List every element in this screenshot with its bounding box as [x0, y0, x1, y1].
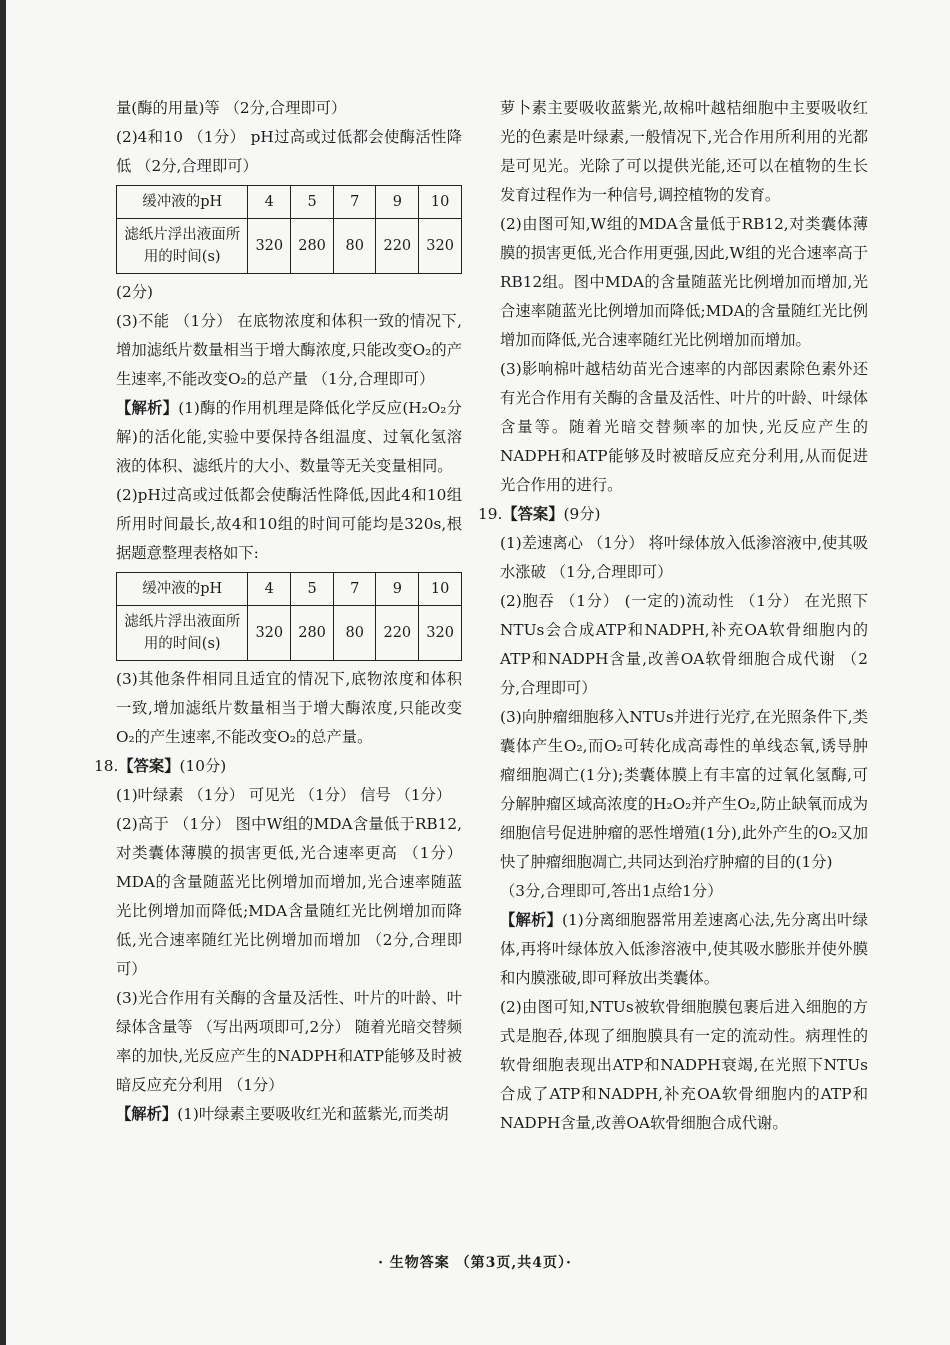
- table-cell: 7: [333, 573, 375, 606]
- analysis-body: (1)酶的作用机理是降低化学反应(H₂O₂分解)的活化能,实验中要保持各组温度、过氧化氢溶液的体积、滤纸片的大小、数量等无关变量相同。: [116, 399, 462, 475]
- analysis-body: (1)叶绿素主要吸收红光和蓝紫光,而类胡: [177, 1105, 449, 1123]
- analysis-text: [116, 1100, 462, 1129]
- analysis-text: (3)其他条件相同且适宜的情况下,底物浓度和体积一致,增加滤纸片数量相当于增大酶浓度,只能改变O₂的产生速率,不能改变O₂的总产量。: [116, 670, 462, 746]
- analysis-tag: 【解析】: [500, 911, 563, 929]
- answer-text: (2)高于 （1分） 图中W组的MDA含量低于RB12,对类囊体薄膜的损害更低,光合速率更高 （1分） MDA的含量随蓝光比例增加而增加,光合速率随蓝光比例增加而降低;MDA含量随红光比例增加而降低,光合速率随红光比例增加而增加 （2分,合理即可）: [116, 815, 462, 978]
- table-cell: 320: [419, 606, 462, 661]
- answer-text: (1)差速离心 （1分） 将叶绿体放入低渗溶液中,使其吸水涨破 （1分,合理即可）: [500, 534, 868, 581]
- analysis-text: [500, 906, 868, 993]
- answer-text: (2分): [116, 283, 153, 301]
- table-row: [117, 186, 462, 219]
- table-header: 缓冲液的pH: [117, 186, 248, 219]
- answer-tag: 【答案】: [118, 757, 180, 775]
- table-cell: 9: [376, 573, 419, 606]
- answer-text: (1)叶绿素 （1分） 可见光 （1分） 信号 （1分）: [116, 786, 452, 804]
- table-cell: 320: [248, 219, 291, 274]
- ph-table-2: [116, 572, 462, 661]
- page-edge: [0, 0, 6, 1345]
- question-18-header: [94, 752, 462, 781]
- table-header: 滤纸片浮出液面所用的时间(s): [117, 219, 248, 274]
- analysis-tag: 【解析】: [116, 1105, 178, 1123]
- table-cell: 320: [248, 606, 291, 661]
- table-cell: 5: [291, 186, 334, 219]
- question-number: 18.: [94, 757, 119, 775]
- table-cell: 10: [419, 573, 462, 606]
- answer-text: (3)不能 （1分） 在底物浓度和体积一致的情况下,增加滤纸片数量相当于增大酶浓度,只能改变O₂的产生速率,不能改变O₂的总产量 （1分,合理即可）: [116, 312, 462, 388]
- table-cell: 320: [419, 219, 462, 274]
- right-column: [478, 94, 868, 1138]
- answer-text: (3)向肿瘤细胞移入NTUs并进行光疗,在光照条件下,类囊体产生O₂,而O₂可转化成高毒性的单线态氧,诱导肿瘤细胞凋亡(1分);类囊体膜上有丰富的过氧化氢酶,可分解肿瘤区域高浓度的H₂O₂并产生O₂,防止缺氧而成为细胞信号促进肿瘤的恶性增殖(1分),此外产生的O₂又加快了肿瘤细胞凋亡,共同达到治疗肿瘤的目的(1分): [500, 708, 868, 871]
- question-19-header: [478, 500, 868, 529]
- answer-text: (3)光合作用有关酶的含量及活性、叶片的叶龄、叶绿体含量等 （写出两项即可,2分） 随着光暗交替频率的加快,光反应产生的NADPH和ATP能够及时被暗反应充分利用 （1分）: [116, 989, 462, 1094]
- table-header: 滤纸片浮出液面所用的时间(s): [117, 606, 248, 661]
- analysis-text: [116, 394, 462, 481]
- question-score: (10分): [179, 757, 227, 775]
- table-cell: 9: [376, 186, 419, 219]
- table-cell: 80: [333, 219, 375, 274]
- left-column: [94, 94, 462, 1129]
- table-cell: 10: [419, 186, 462, 219]
- table-header: 缓冲液的pH: [117, 573, 248, 606]
- table-row: [117, 219, 462, 274]
- analysis-body: (1)分离细胞器常用差速离心法,先分离出叶绿体,再将叶绿体放入低渗溶液中,使其吸水膨胀并使外膜和内膜涨破,即可释放出类囊体。: [500, 911, 868, 987]
- answer-text: (2)胞吞 （1分） (一定的)流动性 （1分） 在光照下NTUs会合成ATP和NADPH,补充OA软骨细胞内的ATP和NADPH含量,改善OA软骨细胞合成代谢 （2分,合理即可）: [500, 592, 868, 697]
- table-cell: 4: [248, 573, 291, 606]
- question-number: 19.: [478, 505, 503, 523]
- table-cell: 5: [291, 573, 334, 606]
- table-cell: 7: [333, 186, 375, 219]
- analysis-text: (2)由图可知,NTUs被软骨细胞膜包裹后进入细胞的方式是胞吞,体现了细胞膜具有一定的流动性。病理性的软骨细胞表现出ATP和NADPH衰竭,在光照下NTUs合成了ATP和NADPH,补充OA软骨细胞内的ATP和NADPH含量,改善OA软骨细胞合成代谢。: [500, 998, 868, 1132]
- table-cell: 80: [333, 606, 375, 661]
- answer-text: （3分,合理即可,答出1点给1分）: [500, 882, 723, 900]
- analysis-text: (3)影响棉叶越桔幼苗光合速率的内部因素除色素外还有光合作用有关酶的含量及活性、叶片的叶龄、叶绿体含量等。随着光暗交替频率的加快,光反应产生的NADPH和ATP能够及时被暗反应充分利用,从而促进光合作用的进行。: [500, 360, 868, 494]
- table-cell: 4: [248, 186, 291, 219]
- page-footer: · 生物答案 （第3页,共4页）·: [378, 1255, 572, 1271]
- question-score: (9分): [563, 505, 601, 523]
- table-row: [117, 573, 462, 606]
- table-cell: 220: [376, 606, 419, 661]
- analysis-text: 萝卜素主要吸收蓝紫光,故棉叶越桔细胞中主要吸收红光的色素是叶绿素,一般情况下,光合作用所利用的光都是可见光。光除了可以提供光能,还可以在植物的生长发育过程作为一种信号,调控植物的发育。: [500, 99, 868, 204]
- answer-text: 量(酶的用量)等 （2分,合理即可）: [116, 99, 347, 117]
- table-row: [117, 606, 462, 661]
- table-cell: 280: [291, 219, 334, 274]
- answer-text: (2)4和10 （1分） pH过高或过低都会使酶活性降低 （2分,合理即可）: [116, 128, 462, 175]
- ph-table-1: [116, 185, 462, 274]
- analysis-text: (2)pH过高或过低都会使酶活性降低,因此4和10组所用时间最长,故4和10组的时间可能均是320s,根据题意整理表格如下:: [116, 486, 462, 562]
- analysis-tag: 【解析】: [116, 399, 179, 417]
- answer-tag: 【答案】: [502, 505, 564, 523]
- table-cell: 280: [291, 606, 334, 661]
- analysis-text: (2)由图可知,W组的MDA含量低于RB12,对类囊体薄膜的损害更低,光合作用更强,因此,W组的光合速率高于RB12组。图中MDA的含量随蓝光比例增加而增加,光合速率随蓝光比例增加而降低;MDA的含量随红光比例增加而降低,光合速率随红光比例增加而增加。: [500, 215, 868, 349]
- table-cell: 220: [376, 219, 419, 274]
